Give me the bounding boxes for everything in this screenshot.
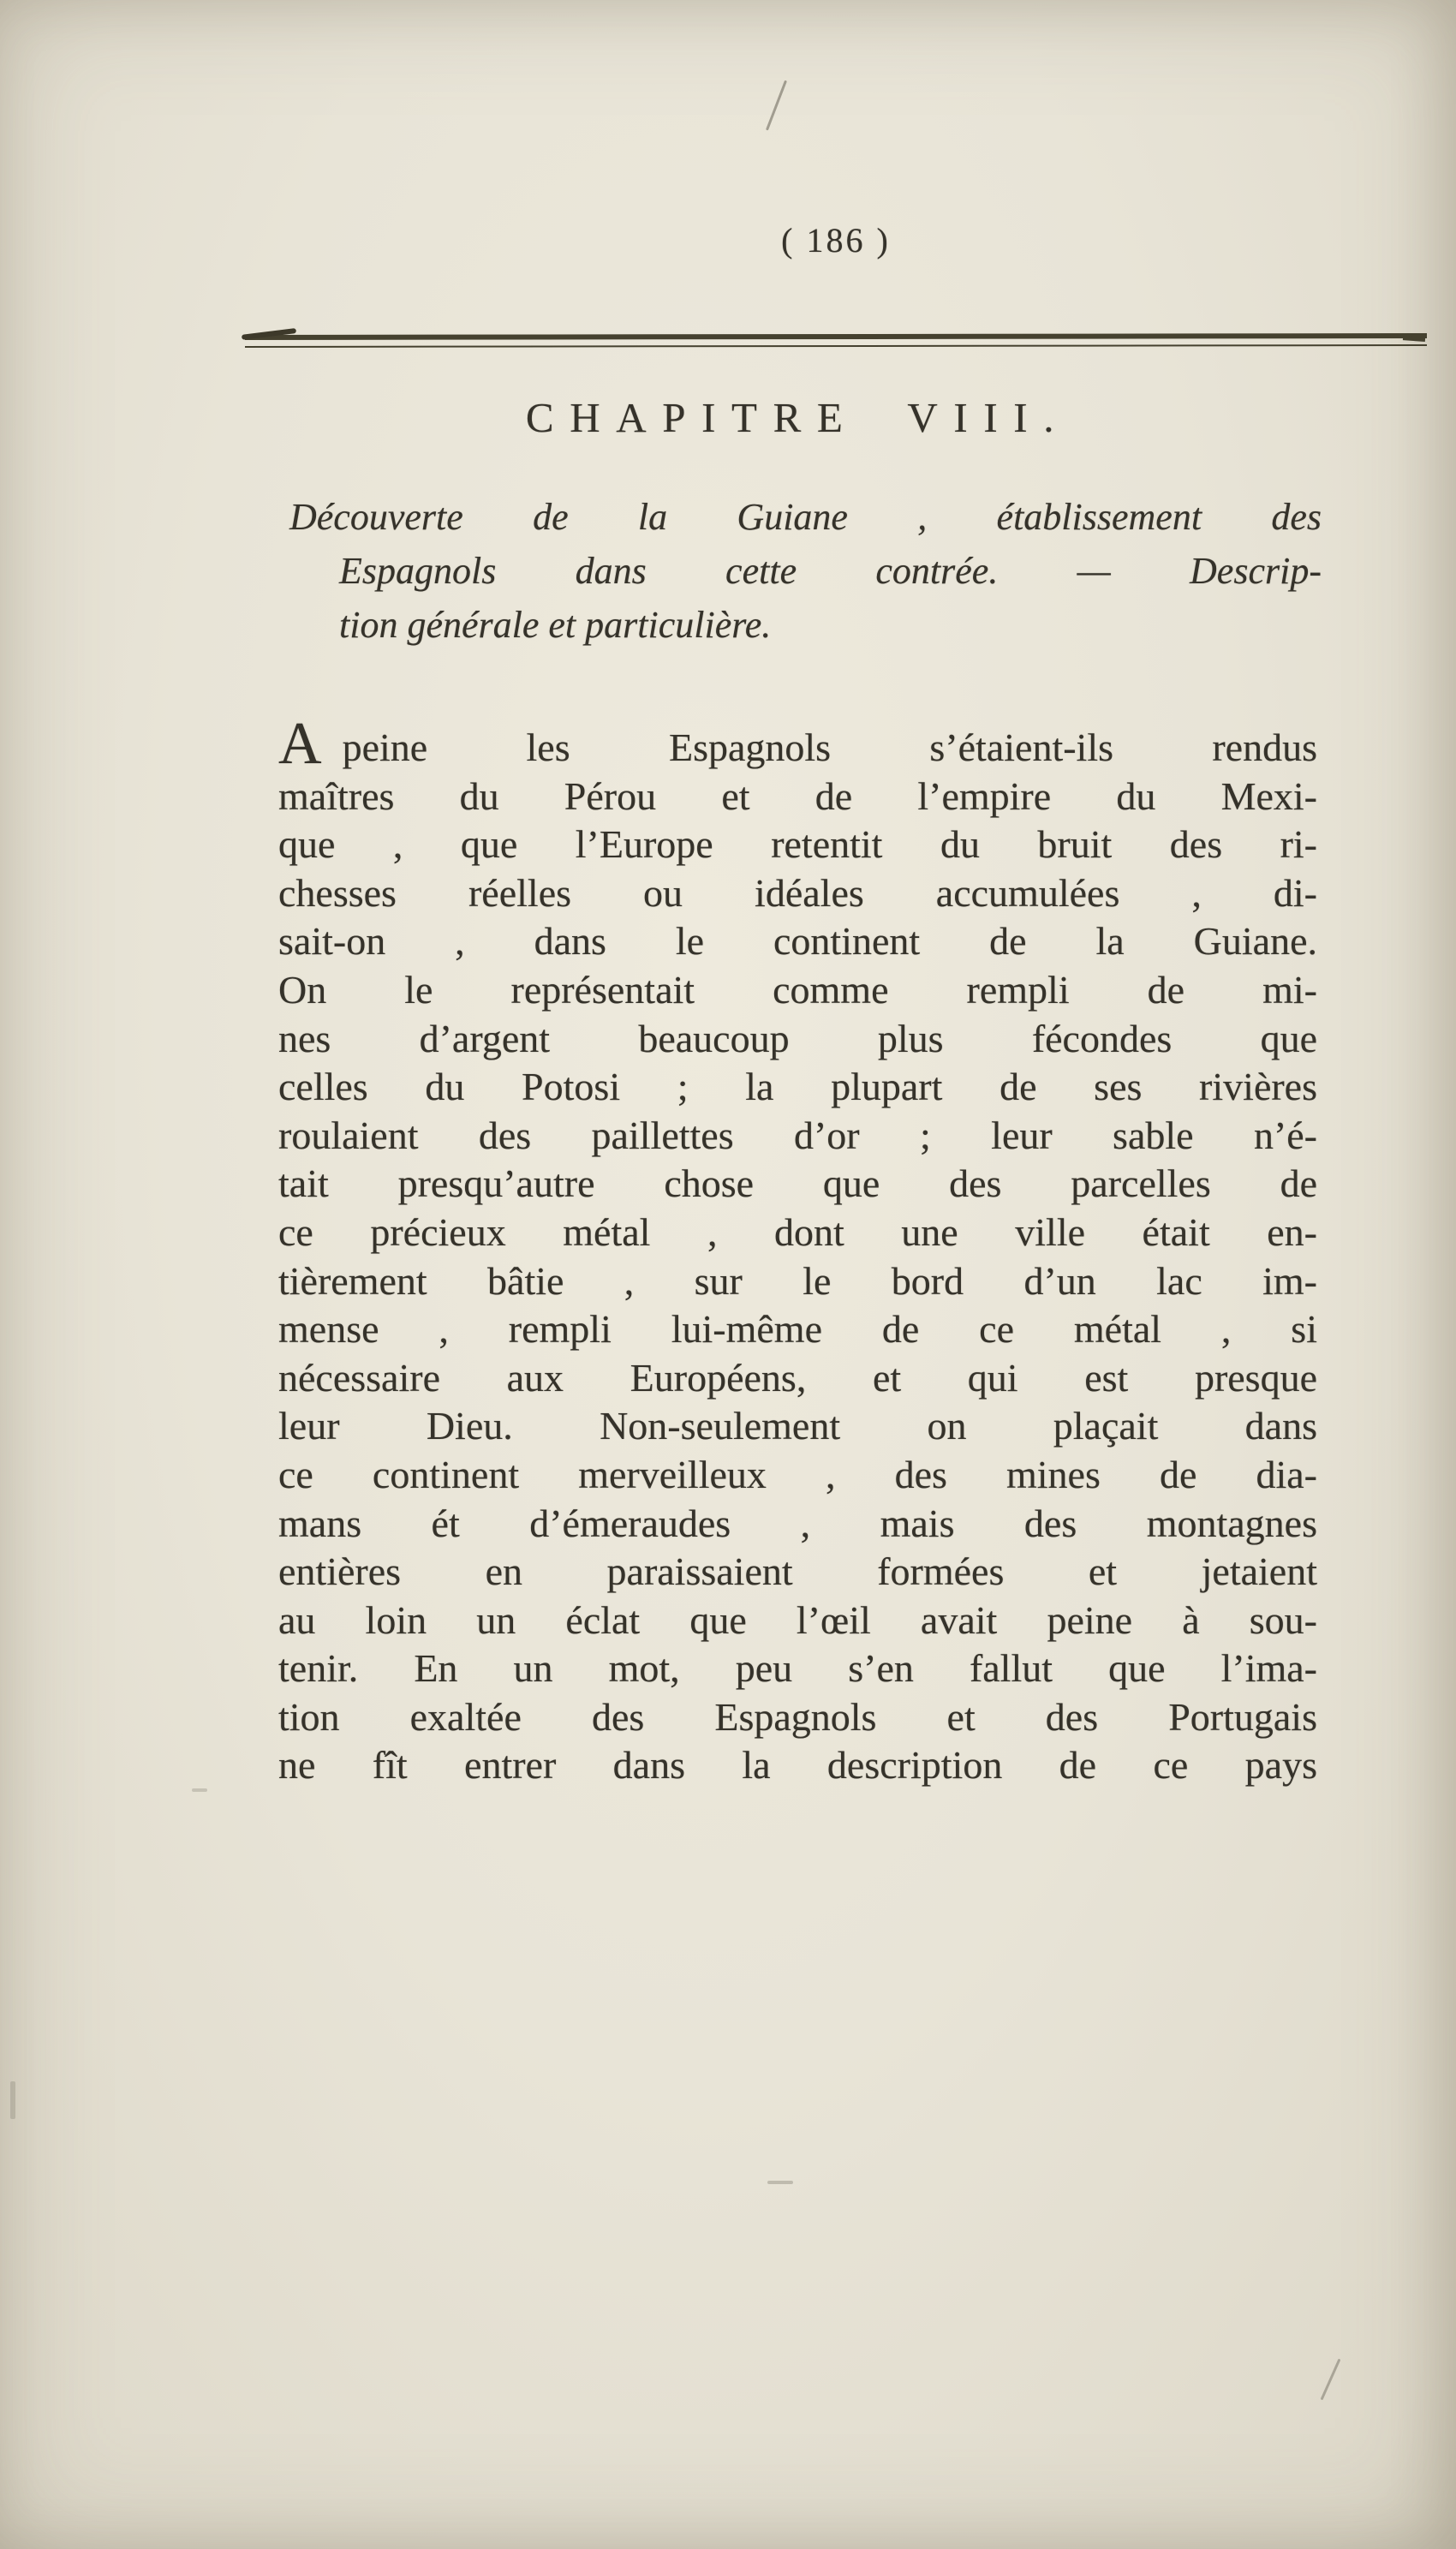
scan-artifact-smudge	[767, 2181, 793, 2184]
drop-cap-initial: A	[278, 711, 322, 777]
text-line: maîtres du Pérou et de l’empire du Mexi-	[278, 773, 1317, 818]
text-line: ne fît entrer dans la description de ce pays	[278, 1743, 1317, 1788]
text-line: sait-on , dans le continent de la Guiane.	[278, 919, 1317, 964]
text-line: nécessaire aux Européens, et qui est presque	[278, 1355, 1317, 1400]
text-line: au loin un éclat que l’œil avait peine à sou-	[278, 1597, 1317, 1642]
subtitle-line: tion générale et particulière.	[339, 604, 772, 646]
scan-artifact-pen-stroke	[766, 81, 787, 131]
text-line: nes d’argent beaucoup plus fécondes que	[278, 1016, 1317, 1060]
text-line: chesses réelles ou idéales accumulées , di-	[278, 870, 1317, 915]
text-line: On le représentait comme rempli de mi-	[278, 967, 1317, 1012]
body-lines	[278, 773, 1317, 1790]
first-line-text: peine les Espagnols s’étaient-ils rendus	[342, 725, 1317, 769]
chapter-subtitle	[289, 490, 1322, 652]
body-paragraph	[278, 711, 1317, 1790]
subtitle-line: Découverte de la Guiane , établissement des	[289, 496, 1322, 538]
text-line	[278, 711, 1317, 777]
text-line: tait presqu’autre chose que des parcelles de	[278, 1161, 1317, 1206]
text-line: leur Dieu. Non-seulement on plaçait dans	[278, 1404, 1317, 1448]
text-line: celles du Potosi ; la plupart de ses rivières	[278, 1065, 1317, 1109]
text-line: roulaient des paillettes d’or ; leur sable n’é-	[278, 1113, 1317, 1157]
page-number: ( 186 )	[781, 221, 891, 260]
text-line: mense , rempli lui-même de ce métal , si	[278, 1307, 1317, 1352]
text-line: tenir. En un mot, peu s’en fallut que l’ima-	[278, 1646, 1317, 1691]
text-line: entières en paraissaient formées et jetaient	[278, 1549, 1317, 1594]
scan-artifact-pen-stroke	[1321, 2359, 1341, 2401]
text-line: tièrement bâtie , sur le bord d’un lac im-	[278, 1258, 1317, 1303]
text-line: ce précieux métal , dont une ville était en-	[278, 1209, 1317, 1254]
rule-left-ornament	[242, 328, 296, 340]
text-line: ce continent merveilleux , des mines de dia-	[278, 1452, 1317, 1496]
rule-right-ornament	[1403, 336, 1425, 342]
chapter-title: CHAPITRE VIII.	[525, 394, 1071, 441]
subtitle-line: Espagnols dans cette contrée. — Descrip-	[339, 550, 1322, 592]
text-line: mans ét d’émeraudes , mais des montagnes	[278, 1501, 1317, 1545]
text-line: tion exaltée des Espagnols et des Portugais	[278, 1694, 1317, 1739]
scan-artifact-edge-mark	[10, 2081, 15, 2119]
text-line: que , que l’Europe retentit du bruit des ri-	[278, 822, 1317, 867]
scan-artifact-smudge	[192, 1788, 207, 1792]
ornament-rule	[245, 333, 1427, 348]
